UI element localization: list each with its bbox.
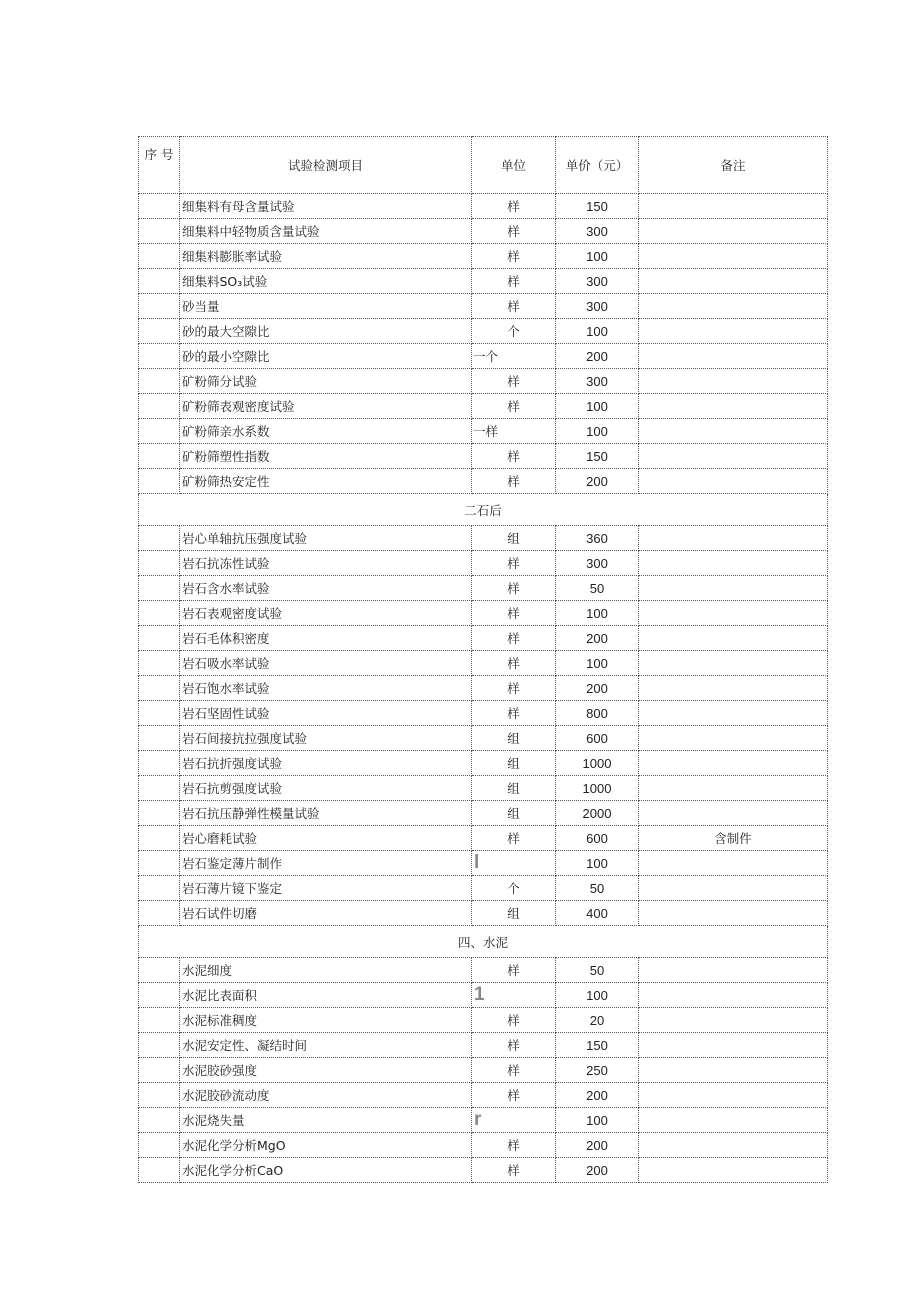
note-cell: 含制件 [639, 826, 828, 851]
unit-cell: 样 [472, 1058, 556, 1083]
unit-cell: 样 [472, 651, 556, 676]
seq-cell [139, 394, 180, 419]
note-cell [639, 526, 828, 551]
price-cell: 100 [556, 419, 639, 444]
seq-cell [139, 826, 180, 851]
item-cell: 岩石鉴定薄片制作 [180, 851, 472, 876]
seq-cell [139, 319, 180, 344]
unit-cell: 样 [472, 269, 556, 294]
price-cell: 100 [556, 1108, 639, 1133]
section-title: 四、水泥 [139, 926, 828, 958]
table-row [139, 469, 828, 494]
item-cell: 水泥细度 [180, 958, 472, 983]
seq-cell [139, 801, 180, 826]
unit-cell [472, 983, 556, 1008]
price-cell: 600 [556, 826, 639, 851]
table-row [139, 344, 828, 369]
item-cell: 矿粉筛热安定性 [180, 469, 472, 494]
price-cell: 200 [556, 626, 639, 651]
seq-cell [139, 469, 180, 494]
item-cell: 水泥化学分析CaO [180, 1158, 472, 1183]
table-row [139, 444, 828, 469]
item-cell: 水泥胶砂流动度 [180, 1083, 472, 1108]
item-cell: 细集料膨胀率试验 [180, 244, 472, 269]
table-row [139, 576, 828, 601]
seq-cell [139, 1108, 180, 1133]
price-cell: 100 [556, 851, 639, 876]
item-cell: 水泥比表面积 [180, 983, 472, 1008]
price-cell: 300 [556, 369, 639, 394]
price-cell: 1000 [556, 776, 639, 801]
seq-cell [139, 551, 180, 576]
item-cell: 岩石毛体积密度 [180, 626, 472, 651]
seq-cell [139, 269, 180, 294]
unit-cell: 样 [472, 551, 556, 576]
price-cell: 300 [556, 551, 639, 576]
unit-cell: 样 [472, 469, 556, 494]
seq-cell [139, 219, 180, 244]
unit-cell: 样 [472, 958, 556, 983]
seq-cell [139, 851, 180, 876]
table-row [139, 551, 828, 576]
item-cell: 砂的最大空隙比 [180, 319, 472, 344]
item-cell: 岩石抗冻性试验 [180, 551, 472, 576]
price-cell: 50 [556, 576, 639, 601]
table-row [139, 676, 828, 701]
unit-glyph: r [474, 1109, 482, 1130]
item-cell: 细集料SO₃试验 [180, 269, 472, 294]
note-cell [639, 626, 828, 651]
note-cell [639, 219, 828, 244]
price-cell: 200 [556, 676, 639, 701]
seq-cell [139, 651, 180, 676]
unit-cell: 样 [472, 1008, 556, 1033]
price-cell: 100 [556, 244, 639, 269]
unit-cell [472, 1108, 556, 1133]
note-cell [639, 194, 828, 219]
table-row [139, 701, 828, 726]
price-cell: 100 [556, 394, 639, 419]
seq-cell [139, 876, 180, 901]
price-cell: 250 [556, 1058, 639, 1083]
item-cell: 矿粉筛亲水系数 [180, 419, 472, 444]
table-row [139, 1158, 828, 1183]
seq-cell [139, 1008, 180, 1033]
price-cell: 400 [556, 901, 639, 926]
price-table-body [139, 137, 828, 1183]
price-cell: 1000 [556, 751, 639, 776]
note-cell [639, 576, 828, 601]
seq-cell [139, 369, 180, 394]
table-row [139, 626, 828, 651]
unit-cell: 样 [472, 244, 556, 269]
unit-cell: 样 [472, 294, 556, 319]
price-cell: 600 [556, 726, 639, 751]
note-cell [639, 1108, 828, 1133]
unit-cell: 样 [472, 1033, 556, 1058]
unit-cell: 样 [472, 701, 556, 726]
item-cell: 矿粉筛分试验 [180, 369, 472, 394]
unit-cell: 样 [472, 826, 556, 851]
table-row [139, 726, 828, 751]
note-cell [639, 344, 828, 369]
seq-cell [139, 726, 180, 751]
seq-cell [139, 983, 180, 1008]
unit-cell: 组 [472, 801, 556, 826]
price-cell: 200 [556, 1083, 639, 1108]
table-row [139, 751, 828, 776]
seq-cell [139, 294, 180, 319]
table-row [139, 958, 828, 983]
note-cell [639, 244, 828, 269]
note-cell [639, 1008, 828, 1033]
price-cell: 200 [556, 344, 639, 369]
seq-cell [139, 444, 180, 469]
table-row [139, 1083, 828, 1108]
table-header-row [139, 137, 828, 194]
seq-cell [139, 626, 180, 651]
price-cell: 300 [556, 269, 639, 294]
note-cell [639, 1058, 828, 1083]
table-row [139, 776, 828, 801]
table-row [139, 983, 828, 1008]
seq-cell [139, 1033, 180, 1058]
price-cell: 100 [556, 601, 639, 626]
price-cell: 50 [556, 876, 639, 901]
seq-cell [139, 601, 180, 626]
unit-cell: 样 [472, 394, 556, 419]
unit-cell: 样 [472, 576, 556, 601]
price-cell: 150 [556, 1033, 639, 1058]
price-cell: 100 [556, 319, 639, 344]
seq-cell [139, 1083, 180, 1108]
item-cell: 岩石抗剪强度试验 [180, 776, 472, 801]
note-cell [639, 676, 828, 701]
note-cell [639, 1133, 828, 1158]
table-row [139, 801, 828, 826]
note-cell [639, 776, 828, 801]
note-cell [639, 751, 828, 776]
note-cell [639, 983, 828, 1008]
unit-cell: 样 [472, 1133, 556, 1158]
table-row [139, 851, 828, 876]
item-cell: 岩石抗压静弹性模量试验 [180, 801, 472, 826]
price-cell: 20 [556, 1008, 639, 1033]
table-row [139, 1108, 828, 1133]
price-cell: 150 [556, 194, 639, 219]
seq-cell [139, 958, 180, 983]
unit-cell: 样 [472, 194, 556, 219]
price-cell: 200 [556, 469, 639, 494]
unit-cell: 个 [472, 876, 556, 901]
table-row [139, 876, 828, 901]
unit-cell: 样 [472, 219, 556, 244]
header-note: 备注 [639, 137, 828, 194]
item-cell: 岩石间接抗拉强度试验 [180, 726, 472, 751]
item-cell: 矿粉筛表观密度试验 [180, 394, 472, 419]
item-cell: 岩心磨耗试验 [180, 826, 472, 851]
table-row [139, 651, 828, 676]
item-cell: 岩石表观密度试验 [180, 601, 472, 626]
table-row [139, 269, 828, 294]
price-cell: 800 [556, 701, 639, 726]
table-row [139, 826, 828, 851]
seq-cell [139, 1058, 180, 1083]
table-row [139, 319, 828, 344]
price-cell: 100 [556, 983, 639, 1008]
item-cell: 水泥标准稠度 [180, 1008, 472, 1033]
item-cell: 岩石吸水率试验 [180, 651, 472, 676]
price-cell: 2000 [556, 801, 639, 826]
seq-cell [139, 1158, 180, 1183]
table-row [139, 369, 828, 394]
table-row [139, 1008, 828, 1033]
unit-cell: 样 [472, 601, 556, 626]
item-cell: 岩心单轴抗压强度试验 [180, 526, 472, 551]
price-cell: 300 [556, 294, 639, 319]
table-row [139, 901, 828, 926]
price-cell: 200 [556, 1133, 639, 1158]
seq-cell [139, 1133, 180, 1158]
table-row [139, 419, 828, 444]
seq-cell [139, 576, 180, 601]
table-row [139, 601, 828, 626]
unit-cell: 个 [472, 319, 556, 344]
item-cell: 岩石含水率试验 [180, 576, 472, 601]
table-row [139, 194, 828, 219]
item-cell: 岩石抗折强度试验 [180, 751, 472, 776]
item-cell: 岩石坚固性试验 [180, 701, 472, 726]
table-row [139, 219, 828, 244]
table-row [139, 294, 828, 319]
seq-cell [139, 419, 180, 444]
note-cell [639, 369, 828, 394]
item-cell: 水泥胶砂强度 [180, 1058, 472, 1083]
note-cell [639, 958, 828, 983]
table-row [139, 1133, 828, 1158]
item-cell: 细集料有母含量试验 [180, 194, 472, 219]
price-table [138, 136, 828, 1183]
unit-cell: 样 [472, 626, 556, 651]
item-cell: 砂当量 [180, 294, 472, 319]
table-row [139, 1058, 828, 1083]
item-cell: 细集料中轻物质含量试验 [180, 219, 472, 244]
item-cell: 岩石饱水率试验 [180, 676, 472, 701]
unit-glyph: l [474, 852, 480, 873]
unit-cell: 样 [472, 676, 556, 701]
header-item: 试验检测项目 [180, 137, 472, 194]
item-cell: 岩石薄片镜下鉴定 [180, 876, 472, 901]
item-cell: 水泥化学分析MgO [180, 1133, 472, 1158]
price-cell: 100 [556, 651, 639, 676]
note-cell [639, 651, 828, 676]
note-cell [639, 419, 828, 444]
seq-cell [139, 901, 180, 926]
unit-cell: 组 [472, 751, 556, 776]
header-seq: 序 号 [139, 137, 180, 194]
price-cell: 200 [556, 1158, 639, 1183]
note-cell [639, 1083, 828, 1108]
note-cell [639, 601, 828, 626]
seq-cell [139, 676, 180, 701]
note-cell [639, 876, 828, 901]
section-row [139, 494, 828, 526]
section-row [139, 926, 828, 958]
seq-cell [139, 526, 180, 551]
note-cell [639, 1158, 828, 1183]
note-cell [639, 294, 828, 319]
seq-cell [139, 344, 180, 369]
table-row [139, 394, 828, 419]
note-cell [639, 469, 828, 494]
price-cell: 300 [556, 219, 639, 244]
note-cell [639, 851, 828, 876]
price-cell: 50 [556, 958, 639, 983]
unit-cell: 一个 [472, 344, 556, 369]
item-cell: 岩石试件切磨 [180, 901, 472, 926]
unit-cell [472, 851, 556, 876]
unit-cell: 样 [472, 369, 556, 394]
seq-cell [139, 751, 180, 776]
note-cell [639, 444, 828, 469]
unit-cell: 组 [472, 726, 556, 751]
unit-glyph: 1 [474, 984, 485, 1005]
price-cell: 150 [556, 444, 639, 469]
price-cell: 360 [556, 526, 639, 551]
note-cell [639, 394, 828, 419]
unit-cell: 组 [472, 526, 556, 551]
note-cell [639, 319, 828, 344]
table-row [139, 244, 828, 269]
seq-cell [139, 701, 180, 726]
unit-cell: 组 [472, 901, 556, 926]
item-cell: 水泥烧失量 [180, 1108, 472, 1133]
seq-cell [139, 194, 180, 219]
table-row [139, 1033, 828, 1058]
header-price: 单价（元） [556, 137, 639, 194]
item-cell: 水泥安定性、凝结时间 [180, 1033, 472, 1058]
unit-cell: 组 [472, 776, 556, 801]
note-cell [639, 269, 828, 294]
note-cell [639, 551, 828, 576]
table-row [139, 526, 828, 551]
header-unit: 单位 [472, 137, 556, 194]
note-cell [639, 726, 828, 751]
item-cell: 砂的最小空隙比 [180, 344, 472, 369]
item-cell: 矿粉筛塑性指数 [180, 444, 472, 469]
unit-cell: 一样 [472, 419, 556, 444]
seq-cell [139, 776, 180, 801]
note-cell [639, 901, 828, 926]
note-cell [639, 1033, 828, 1058]
note-cell [639, 701, 828, 726]
note-cell [639, 801, 828, 826]
seq-cell [139, 244, 180, 269]
unit-cell: 样 [472, 1158, 556, 1183]
unit-cell: 样 [472, 1083, 556, 1108]
unit-cell: 样 [472, 444, 556, 469]
section-title: 二石后 [139, 494, 828, 526]
